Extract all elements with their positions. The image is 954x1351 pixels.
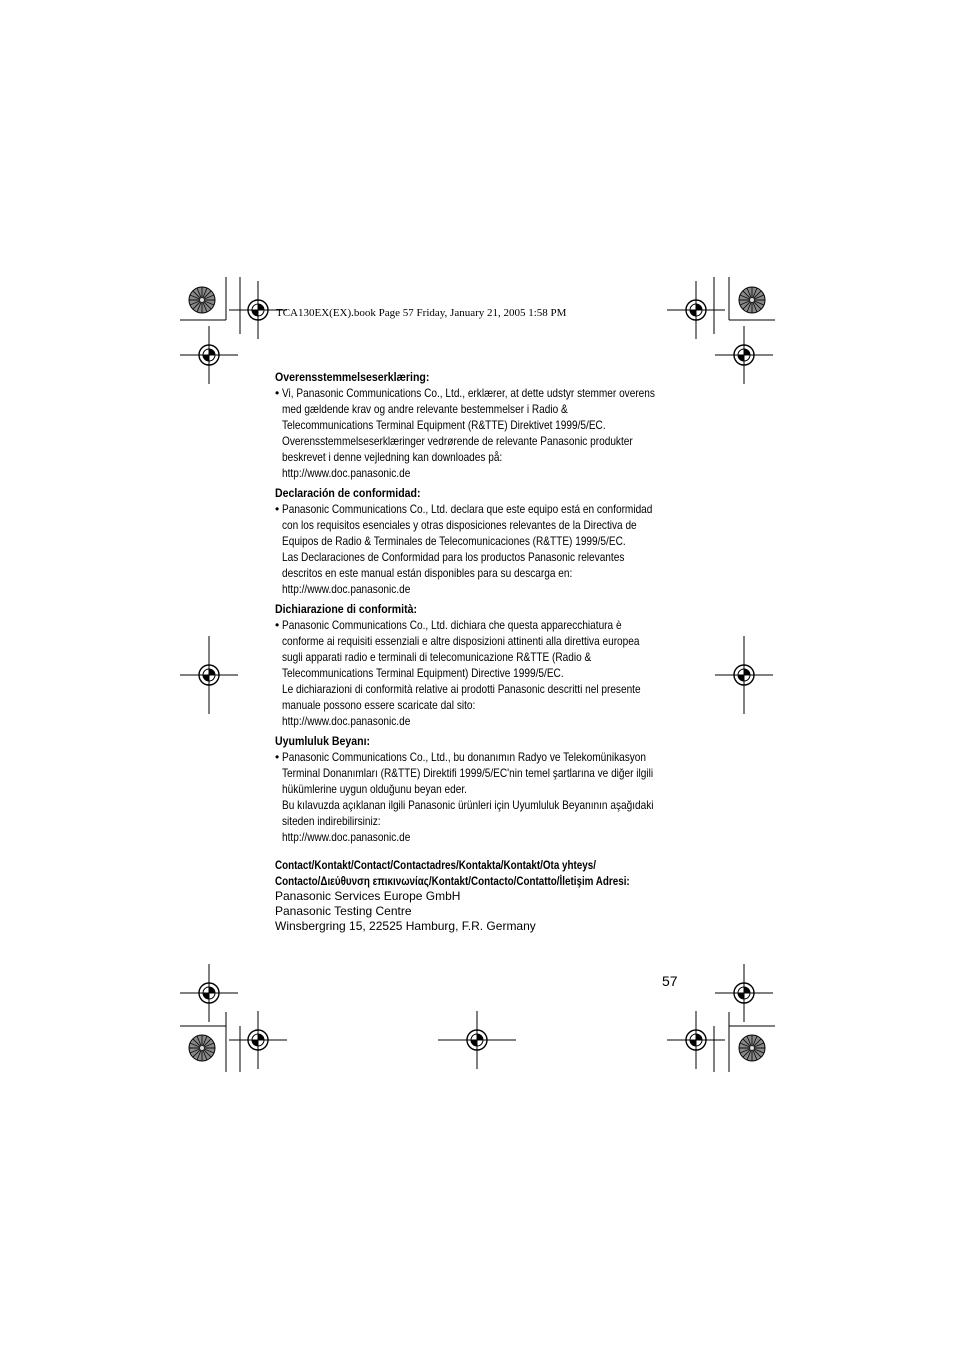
text-line: manuale possono essere scaricate dal sito: [282,698,476,712]
contact-heading-line1: Contact/Kontakt/Contact/Contactadres/Kontakta/Kontakt/Ota yhteys/ [275,858,596,872]
side-mark-left [180,636,238,714]
text-line: med gældende krav og andre relevante bestemmelser i Radio & [282,402,568,416]
bullet-dot: • [275,750,280,764]
corner-mark-top-left [180,277,287,384]
contact-centre: Panasonic Testing Centre [275,904,412,918]
section-spanish [275,485,695,597]
bullet-item [275,617,695,729]
declarations-content [275,369,695,934]
file-header-line: TCA130EX(EX).book Page 57 Friday, January 21, 2005 1:58 PM [276,307,567,319]
bullet-dot: • [275,386,280,400]
text-line: Panasonic Communications Co., Ltd. dichiara che questa apparecchiatura è [282,618,622,632]
text-line: beskrevet i denne vejledning kan downloades på: [282,450,503,464]
doc-link[interactable]: http://www.doc.panasonic.de [282,582,411,596]
section-heading: Overensstemmelseserklæring: [275,370,430,384]
bullet-item [275,501,695,597]
text-line: Panasonic Communications Co., Ltd., bu donanımın Radyo ve Telekomünikasyon [282,750,647,764]
text-line: con los requisitos esenciales y otras disposiciones relevantes de la Directiva de [282,518,637,532]
text-line: Panasonic Communications Co., Ltd. declara que este equipo está en conformidad [282,502,653,516]
center-mark-bottom [438,1011,516,1069]
corner-mark-bottom-left [180,964,287,1072]
text-line: Telecommunications Terminal Equipment) Directive 1999/5/EC. [282,666,564,680]
text-line: Terminal Donanımları (R&TTE) Direktifi 1999/5/EC'nin temel şartlarına ve diğer ilgili [282,766,654,780]
corner-mark-bottom-right [667,964,775,1072]
bullet-dot: • [275,618,280,632]
text-line: Overensstemmelseserklæringer vedrørende de relevante Panasonic produkter [282,434,633,448]
text-line: Vi, Panasonic Communications Co., Ltd., erklærer, at dette udstyr stemmer overens [282,386,655,400]
side-mark-right [715,636,773,714]
section-turkish [275,733,695,845]
contact-heading-line2: Contacto/Διεύθυνση επικινωνίας/Kontakt/Contacto/Contatto/İletişim Adresi: [275,874,630,888]
text-line: Le dichiarazioni di conformità relative ai prodotti Panasonic descritti nel presente [282,682,641,696]
doc-link[interactable]: http://www.doc.panasonic.de [282,830,411,844]
doc-link[interactable]: http://www.doc.panasonic.de [282,466,411,480]
text-line: descritos en este manual están disponibles para su descarga en: [282,566,573,580]
section-italian [275,601,695,729]
text-line: hükümlerine uygun olduğunu beyan eder. [282,782,467,796]
section-danish [275,369,695,481]
page-number: 57 [662,973,678,989]
section-heading: Uyumluluk Beyanı: [275,734,371,748]
contact-company: Panasonic Services Europe GmbH [275,889,461,903]
bullet-dot: • [275,502,280,516]
text-line: siteden indirebilirsiniz: [282,814,381,828]
doc-link[interactable]: http://www.doc.panasonic.de [282,714,411,728]
section-heading: Dichiarazione di conformità: [275,602,417,616]
bullet-item [275,385,695,481]
text-line: Telecommunications Terminal Equipment (R&TTE) Direktivet 1999/5/EC. [282,418,606,432]
text-line: Equipos de Radio & Terminales de Telecomunicaciones (R&TTE) 1999/5/EC. [282,534,626,548]
text-line: Las Declaraciones de Conformidad para los productos Panasonic relevantes [282,550,625,564]
text-line: conforme ai requisiti essenziali e altre disposizioni attinenti alla direttiva europea [282,634,640,648]
section-heading: Declaración de conformidad: [275,486,421,500]
text-line: Bu kılavuzda açıklanan ilgili Panasonic ürünleri için Uyumluluk Beyanının aşağıdaki [282,798,654,812]
contact-block [275,857,695,934]
contact-street: Winsbergring 15, 22525 Hamburg, F.R. Germany [275,919,536,933]
bullet-item [275,749,695,845]
corner-mark-top-right [667,277,775,384]
text-line: sugli apparati radio e terminali di telecomunicazione R&TTE (Radio & [282,650,592,664]
